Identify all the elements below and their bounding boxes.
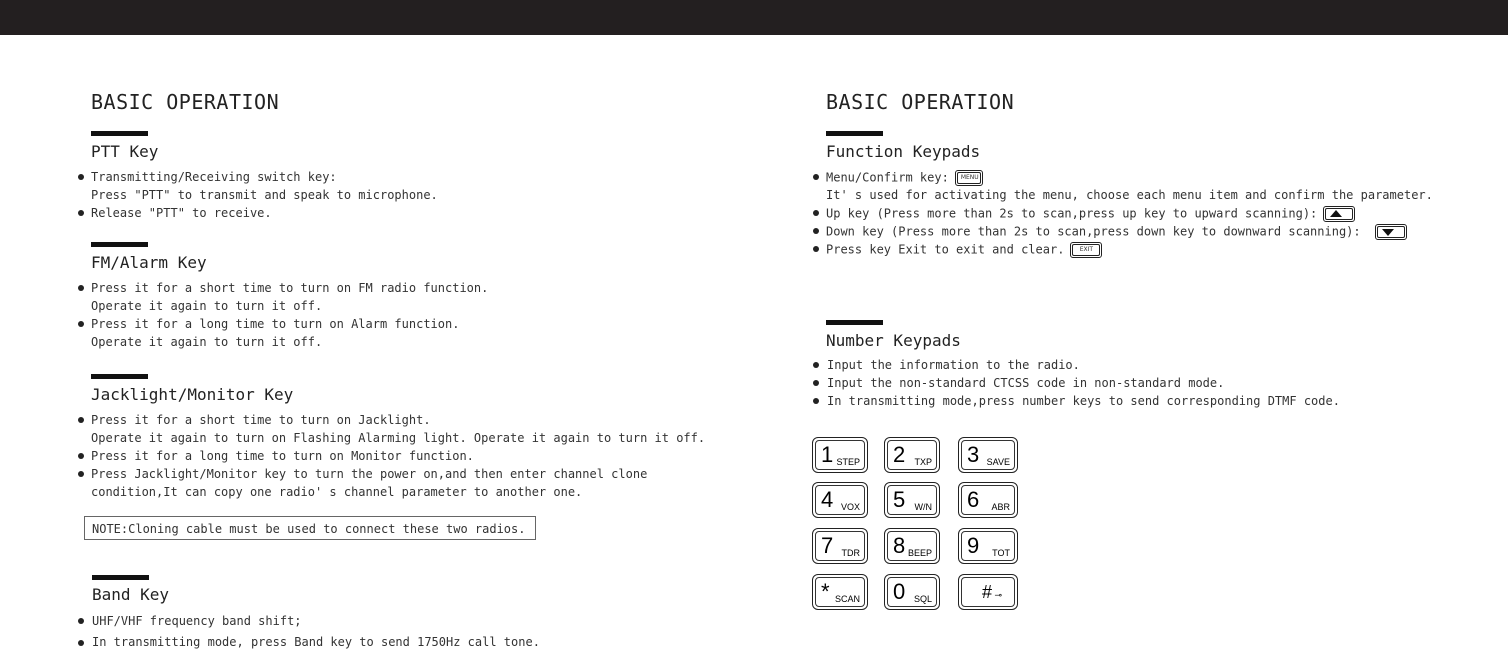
key-number: 5 — [893, 487, 906, 512]
function-line-text: Up key (Press more than 2s to scan,press up key to upward scanning): — [826, 206, 1318, 221]
jacklight-line: Operate it again to turn on Flashing Alarming light. Operate it again to turn it off. — [91, 431, 706, 445]
page-title-left: BASIC OPERATION — [91, 90, 280, 114]
exit-key-icon — [1070, 242, 1102, 258]
key-function: TOT — [992, 548, 1010, 558]
up-arrow-key-icon — [1323, 206, 1355, 222]
fm-line: Operate it again to turn it off. — [91, 335, 323, 349]
jacklight-line: Press it for a long time to turn on Monitor function. — [91, 449, 474, 463]
jacklight-line: condition,It can copy one radio' s channel parameter to another one. — [91, 485, 583, 499]
ptt-line: Release "PTT" to receive. — [91, 206, 272, 220]
key-number: 6 — [967, 487, 980, 512]
function-line — [826, 206, 1355, 222]
exit-key-icon-label: EXIT — [1072, 244, 1100, 256]
bullet — [813, 380, 819, 386]
fm-heading: FM/Alarm Key — [91, 253, 207, 272]
key-function: TXP — [914, 457, 932, 467]
fm-line: Operate it again to turn it off. — [91, 299, 323, 313]
function-line-text: Press key Exit to exit and clear. — [826, 242, 1065, 257]
number-line: Input the information to the radio. — [827, 358, 1080, 372]
section-rule — [91, 242, 148, 247]
key-function: ABR — [991, 502, 1010, 512]
bullet — [78, 453, 84, 459]
number-heading: Number Keypads — [826, 331, 961, 350]
keypad-key — [812, 437, 868, 473]
keypad-key — [884, 528, 940, 564]
fm-line: Press it for a long time to turn on Alarm function. — [91, 317, 460, 331]
key-function: SAVE — [986, 457, 1010, 467]
section-rule — [92, 575, 149, 580]
bullet — [813, 398, 819, 404]
function-line: It' s used for activating the menu, choose each menu item and confirm the parameter. — [826, 188, 1433, 202]
key-number: 3 — [967, 442, 980, 467]
bullet — [78, 210, 84, 216]
note-box — [84, 516, 536, 540]
key-number: # — [982, 582, 993, 602]
key-number: 0 — [893, 579, 906, 604]
keypad-key — [884, 574, 940, 610]
jacklight-heading: Jacklight/Monitor Key — [91, 385, 294, 404]
bullet — [813, 246, 819, 252]
key-number: 1 — [821, 442, 834, 467]
key-function: ⊸ — [994, 590, 1002, 600]
key-function: W/N — [914, 502, 932, 512]
key-number: 8 — [893, 533, 906, 558]
key-function: SQL — [913, 594, 932, 604]
function-line — [826, 224, 1407, 240]
key-function: TDR — [841, 548, 860, 558]
bullet — [78, 285, 84, 291]
keypad-key — [884, 437, 940, 473]
bullet — [813, 362, 819, 368]
bullet — [78, 174, 84, 180]
band-heading: Band Key — [92, 585, 170, 604]
key-number: * — [821, 579, 830, 604]
menu-key-icon-label: MENU — [957, 172, 981, 184]
section-rule — [91, 374, 148, 379]
key-number: 2 — [893, 442, 906, 467]
key-function: BEEP — [907, 548, 932, 558]
key-function: VOX — [840, 502, 860, 512]
function-line — [826, 242, 1102, 258]
keypad-key — [812, 528, 868, 564]
ptt-line: Press "PTT" to transmit and speak to microphone. — [91, 188, 438, 202]
section-rule — [91, 131, 148, 136]
number-line: In transmitting mode,press number keys to send corresponding DTMF code. — [827, 394, 1340, 408]
bullet — [813, 174, 819, 180]
jacklight-line: Press it for a short time to turn on Jacklight. — [91, 413, 431, 427]
section-rule — [826, 131, 883, 136]
top-bar — [0, 0, 1508, 35]
keypad-key — [958, 482, 1018, 518]
menu-key-icon — [955, 170, 983, 186]
bullet — [78, 471, 84, 477]
band-line: In transmitting mode, press Band key to send 1750Hz call tone. — [92, 635, 540, 649]
keypad-key — [812, 482, 868, 518]
bullet — [78, 640, 84, 646]
function-line-text: Menu/Confirm key: — [826, 170, 949, 185]
key-number: 4 — [821, 487, 834, 512]
note-text: NOTE:Cloning cable must be used to connect these two radios. — [92, 522, 526, 536]
bullet — [78, 618, 84, 624]
bullet — [813, 228, 819, 234]
section-rule — [826, 320, 883, 325]
bullet — [78, 417, 84, 423]
ptt-heading: PTT Key — [91, 142, 159, 161]
band-line: UHF/VHF frequency band shift; — [92, 614, 302, 628]
ptt-line: Transmitting/Receiving switch key: — [91, 170, 337, 184]
keypad-key — [884, 482, 940, 518]
keypad-key — [958, 574, 1018, 610]
keypad-key — [958, 528, 1018, 564]
bullet — [813, 210, 819, 216]
jacklight-line: Press Jacklight/Monitor key to turn the power on,and then enter channel clone — [91, 467, 648, 481]
key-function: STEP — [836, 457, 860, 467]
key-function: SCAN — [834, 594, 860, 604]
page-title-right: BASIC OPERATION — [826, 90, 1015, 114]
key-number: 7 — [821, 533, 834, 558]
function-line — [826, 170, 983, 186]
bullet — [78, 321, 84, 327]
down-arrow-key-icon — [1375, 224, 1407, 240]
keypad-key — [812, 574, 868, 610]
function-line-text: Down key (Press more than 2s to scan,press down key to downward scanning): — [826, 224, 1361, 239]
fm-line: Press it for a short time to turn on FM radio function. — [91, 281, 489, 295]
key-number: 9 — [967, 533, 980, 558]
keypad-key — [958, 437, 1018, 473]
number-line: Input the non-standard CTCSS code in non-standard mode. — [827, 376, 1225, 390]
function-heading: Function Keypads — [826, 142, 981, 161]
